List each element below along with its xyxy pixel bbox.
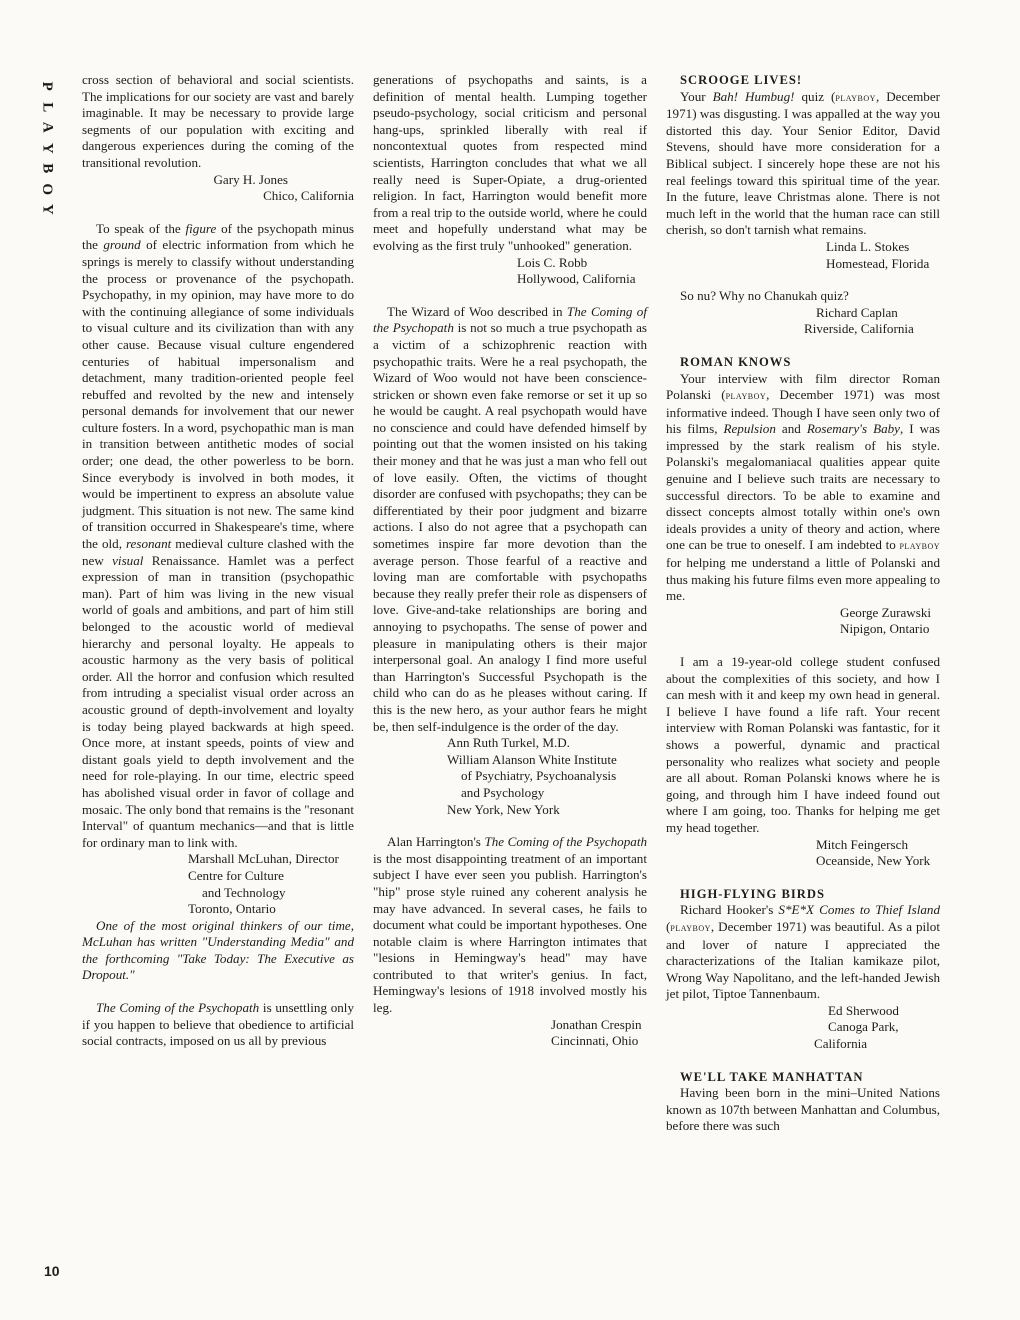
section-heading-manhattan: WE'LL TAKE MANHATTAN [680,1069,864,1084]
editor-note: One of the most original thinkers of our time, McLuhan has written "Understanding Media" and the forthcoming "Take Today: The Executive as Dropout." [82,917,354,983]
signature-location: New York, New York [447,801,560,817]
logo-letter: B [39,163,56,174]
signature-location: Nipigon, Ontario [840,621,930,637]
signature-location: Homestead, Florida [826,255,930,271]
section-heading-roman-knows: ROMAN KNOWS [680,354,792,369]
signature-location: Toronto, Ontario [188,901,276,917]
signature-name: Ann Ruth Turkel, M.D. [447,735,570,751]
column-2 [373,72,647,1050]
letter-zurawski-body: Your interview with film director Roman Polanski (playboy, December 1971) was most informative indeed. Though I have seen only two of his films, Repulsion and Rosemary's Baby, I was impressed by the stark realism of his style. Polanski's megalomaniacal qualities appear quite genuine and I believe such traits are necessary to successful directors. To be able to examine and dissect concepts almost totally within one's own ideals provides a unity of theory and action, where one can be true to oneself. I am indebted to playboy for helping me understand a little of Polanski and thus making his future films even more appealing to me. [666,370,941,604]
signature-name: George Zurawski [840,604,932,620]
signature-affiliation: William Alanson White Institute [447,751,617,767]
signature-affiliation: and Technology [202,884,286,900]
letter-turkel-body: The Wizard of Woo described in The Coming of the Psychopath is not so much a true psychopath as a victim of a schizophrenic reaction with psychopathic traits. Were he a real psychopath, the Wizard of Woo would not have been conscience-stricken or shown even fake remorse or set it up so he would be caught. A real psychopath would have no conscience and could have defended himself by pointing out that the women insisted on his taking their money and that he was just a man who fell out of love easily. Often, the victims of thought disorder are confused with psychopaths; they can be differentiated by their poor judgment and bizarre actions. I also do not agree that a psychopath can sometimes inspire far more devotion than the average person. Those fearful of a reactive and loving man are comfortable with psychopaths because they really prefer their role as dispensers of love. Give-and-take relationships are boring and annoying to psychopaths. The sense of power and pleasure in manipulating others is their major interpersonal goal. An analogy I find more useful than Harrington's Successful Psychopath is the child who can do as he pleases without caring. If this is the new hero, as your author fears he might be, then self-indulgence is the order of the day. [373,303,648,734]
letter-sherwood-body: Richard Hooker's S*E*X Comes to Thief Island (playboy, December 1971) was beautiful. As a pilot and lover of nature I appreciated the characterizations of the Italian kamikaze pilot, Wrong Way Napolitano, and the left-handed Jewish jet pilot, Tiptoe Tannenbaum. [666,902,940,1002]
logo-letter: Y [39,203,56,215]
letter-stokes-body: Your Bah! Humbug! quiz (playboy, December 1971) was disgusting. I was appalled at the way you distorted this day. Your Senior Editor, David Stevens, should have more consideration for a Biblical subject. I sincerely hope these are not his real feelings toward this spiritual time of the year. In the future, leave Christmas alone. There is not much left in the world that the human race can still cherish, so don't tarnish what remains. [666,88,940,238]
letter-crespin-body: Alan Harrington's The Coming of the Psychopath is the most disappointing treatment of an important subject I have ever seen you publish. Harrington's "hip" prose style ruined any coherent analysis he may have advanced. In several cases, he fails to document what could be important hypotheses. One notable claim is where Harrington intimates that "lesions in Hemingway's head" may have contributed to that writer's genius. In fact, Hemingway's lesions of 1918 involved mostly his leg. [373,834,647,1016]
logo-letter: O [39,182,56,195]
signature-name: Ed Sherwood [828,1002,899,1018]
page-number: 10 [44,1263,60,1279]
logo-letter: P [39,81,56,91]
column-1 [82,72,354,1050]
letter-col1-last-body: The Coming of the Psychopath is unsettling only if you happen to believe that obedience to artificial social contracts, imposed on us all by previous [82,1000,354,1049]
signature-location: Cincinnati, Ohio [551,1033,639,1049]
signature-location: Canoga Park, California [814,1019,899,1052]
playboy-vertical-logo [38,76,56,220]
signature-location: Chico, California [263,188,354,204]
signature-location: Riverside, California [804,321,914,337]
logo-letter: A [39,121,56,133]
signature-name: Mitch Feingersch [816,836,909,852]
signature-name: Marshall McLuhan, Director [188,851,339,867]
signature-location: Hollywood, California [517,271,636,287]
logo-letter: L [39,101,56,112]
signature-name: Gary H. Jones [213,171,288,187]
letter-jones-body: cross section of behavioral and social scientists. The implications for our society are vast and barely imaginable. It may be necessary to provide large segments of our population with exciting and dangerous experiences during the coming of the transitional revolution. [82,72,354,170]
letter-caplan-body: So nu? Why no Chanukah quiz? [680,288,849,304]
column-3 [666,72,940,1135]
signature-name: Richard Caplan [816,304,898,320]
signature-name: Jonathan Crespin [551,1016,642,1032]
signature-location: Oceanside, New York [816,853,931,869]
signature-name: Lois C. Robb [517,254,588,270]
letter-mcluhan-body: To speak of the figure of the psychopath minus the ground of electric information from which he springs is merely to classify without understanding the process or provenance of the psychopath. Psychopathy, in my opinion, may have more to do with the continuing allegiance of some individuals to visual culture and its civilization than with any other cause. Because visual culture engendered centuries of habitual impersonalism and detachment, many tradition-oriented people feel rebuffed and revolted by the new and intensely personal demands for involvement that our newer culture fosters. In a word, psychopathic man is man in transition between antithetic modes of social order; one dead, the other powerless to be born. Since everybody is involved in both modes, it would be impertinent to express an absolute value judgment. This situation is not new. The same kind of transition occurred in Shakespeare's time, where the old, resonant medieval culture clashed with the new visual Renaissance. Hamlet was a perfect expression of man in transition (psychopathic man). Part of him was living in the new visual world of goals and ambitions, and part of him still belonged to the acoustic world of medieval hierarchy and personal loyalty. He appeals to acoustic harmony as the very basis of political order. All the horror and confusion which resulted from intruding a specialist visual order across an acoustic ground of depth-involvement and loyalty is today being played backwards at high speed. Once more, at instant speeds, points of view and distant goals yield to depth involvement and the need for role-playing. In our time, electric speed has abolished visual order in favor of collage and mosaic. The only bond that remains is the "resonant Interval" of quantum mechanics—and that is little for ordinary man to link with. [82,220,354,850]
letter-manhattan-body: Having been born in the mini–United Nations known as 107th between Manhattan and Columbus, before there was such [666,1085,940,1134]
section-heading-high-flying-birds: HIGH-FLYING BIRDS [680,886,825,901]
signature-affiliation: Centre for Culture [188,867,284,883]
logo-letter: Y [39,142,56,154]
section-heading-scrooge: SCROOGE LIVES! [680,73,803,87]
signature-name: Linda L. Stokes [826,238,910,254]
letter-robb-body: generations of psychopaths and saints, is a definition of mental health. Lumping together pseudo-psychology, social criticism and personal hang-ups, sprinkled liberally with real if noncontextual quotes from respected mind scientists, Harrington concludes that what we all really need is Super-Opiate, a drug-oriented religion. In fact, Harrington would benefit more from a real trip to the outside world, where he could meet and hopefully understand what may be evolving as the first truly "unhooked" generation. [373,72,647,253]
signature-affiliation: and Psychology [461,784,545,800]
letter-feingersch-body: I am a 19-year-old college student confused about the complexities of this society, and how I can mesh with it and keep my own head in general. I believe I have found a life raft. Your recent interview with Roman Polanski was fantastic, for it shows a powerful, dynamic and practical personality who realizes what society and people are all about. Roman Polanski knows where he is going, and through him I have indeed found out where I am going, too. Thanks for helping me get my head together. [666,654,940,835]
signature-affiliation: of Psychiatry, Psychoanalysis [461,768,617,784]
